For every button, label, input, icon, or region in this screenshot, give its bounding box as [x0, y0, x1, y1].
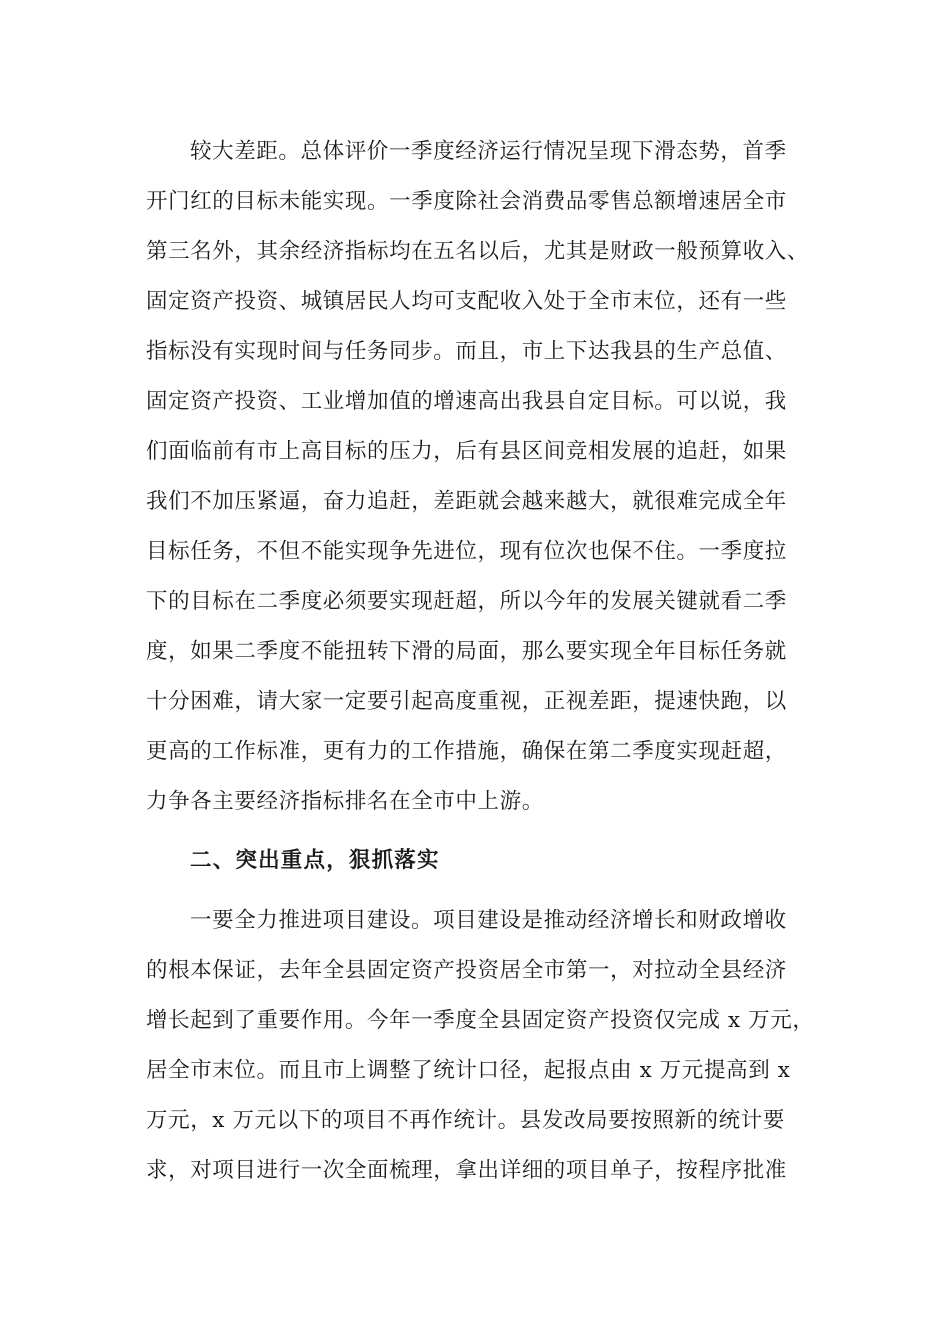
- paragraph-line: 增长起到了重要作用。今年一季度全县固定资产投资仅完成 x 万元，: [146, 1008, 815, 1033]
- paragraph-line: 指标没有实现时间与任务同步。而且，市上下达我县的生产总值、: [146, 339, 787, 364]
- section-heading: 二、突出重点，狠抓落实: [190, 848, 440, 873]
- paragraph-line: 较大差距。总体评价一季度经济运行情况呈现下滑态势，首季: [190, 139, 787, 164]
- paragraph-line: 第三名外，其余经济指标均在五名以后，尤其是财政一般预算收入、: [146, 239, 810, 264]
- paragraph-line: 求，对项目进行一次全面梳理，拿出详细的项目单子，按程序批准: [146, 1158, 787, 1183]
- paragraph-line: 固定资产投资、工业增加值的增速高出我县自定目标。可以说，我: [146, 389, 787, 414]
- paragraph-line: 度，如果二季度不能扭转下滑的局面，那么要实现全年目标任务就: [146, 639, 787, 664]
- paragraph-line: 一要全力推进项目建设。项目建设是推动经济增长和财政增收: [190, 908, 787, 933]
- paragraph-line: 固定资产投资、城镇居民人均可支配收入处于全市末位，还有一些: [146, 289, 787, 314]
- paragraph-line: 的根本保证，去年全县固定资产投资居全市第一，对拉动全县经济: [146, 958, 787, 983]
- paragraph-line: 开门红的目标未能实现。一季度除社会消费品零售总额增速居全市: [146, 189, 787, 214]
- paragraph-line: 们面临前有市上高目标的压力，后有县区间竞相发展的追赶，如果: [146, 439, 787, 464]
- paragraph-line: 居全市末位。而且市上调整了统计口径，起报点由 x 万元提高到 x: [146, 1058, 791, 1083]
- paragraph-line: 更高的工作标准，更有力的工作措施，确保在第二季度实现赶超，: [146, 739, 787, 764]
- paragraph-line: 万元，x 万元以下的项目不再作统计。县发改局要按照新的统计要: [146, 1108, 785, 1133]
- paragraph-line: 下的目标在二季度必须要实现赶超，所以今年的发展关键就看二季: [146, 589, 787, 614]
- paragraph-line: 目标任务，不但不能实现争先进位，现有位次也保不住。一季度拉: [146, 539, 787, 564]
- paragraph-line: 力争各主要经济指标排名在全市中上游。: [146, 789, 544, 814]
- paragraph-line: 我们不加压紧逼，奋力追赶，差距就会越来越大，就很难完成全年: [146, 489, 787, 514]
- paragraph-line: 十分困难，请大家一定要引起高度重视，正视差距，提速快跑，以: [146, 689, 787, 714]
